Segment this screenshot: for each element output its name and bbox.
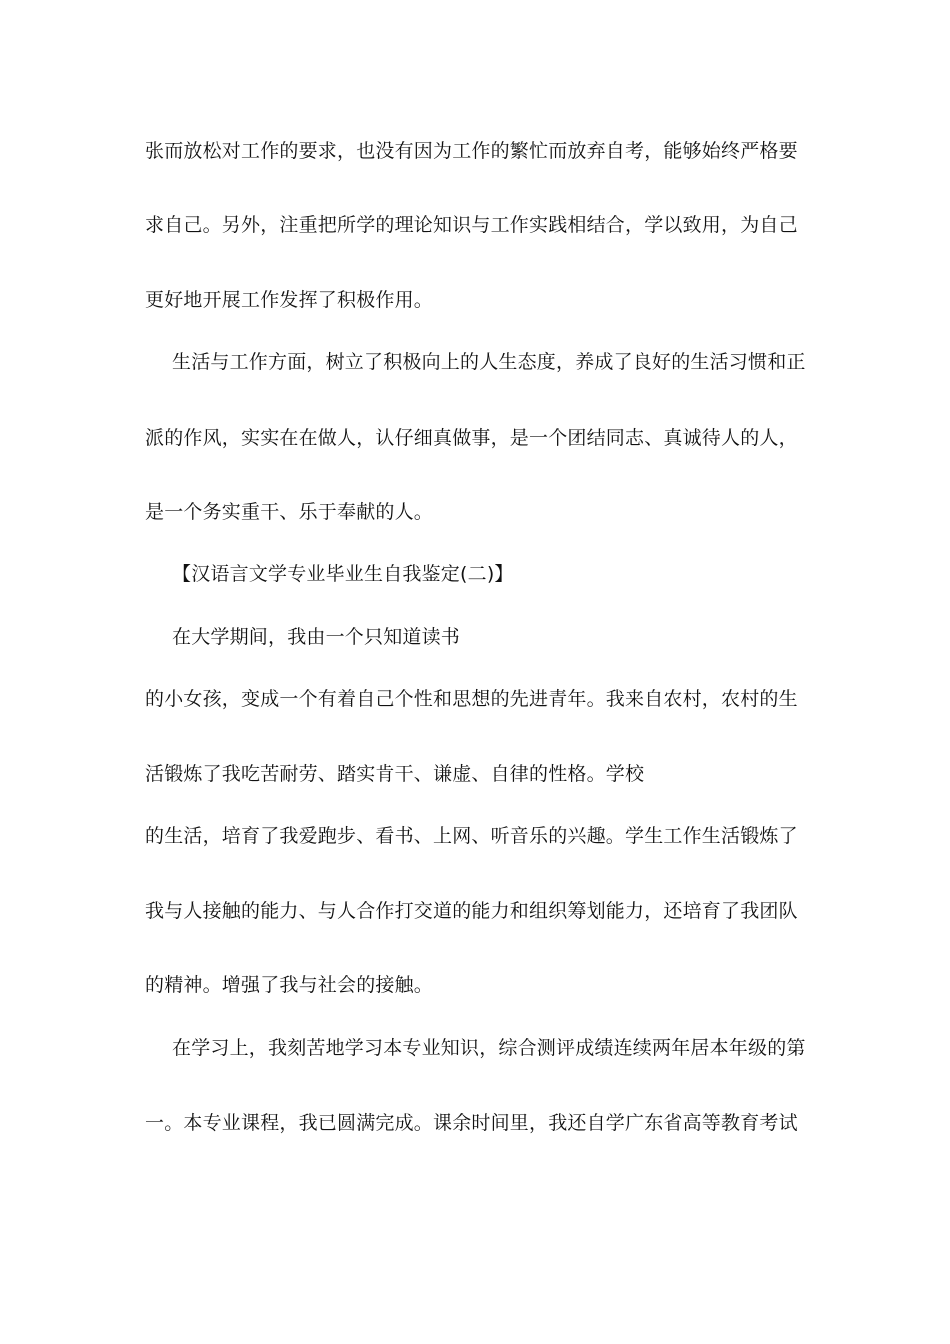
text-line: 的生活，培育了我爱跑步、看书、上网、听音乐的兴趣。学生工作生活锻炼了 — [145, 825, 798, 847]
text-line: 活锻炼了我吃苦耐劳、踏实肯干、谦虚、自律的性格。学校 — [145, 763, 645, 785]
text-line: 一。本专业课程，我已圆满完成。课余时间里，我还自学广东省高等教育考试 — [145, 1112, 798, 1134]
text-line: 张而放松对工作的要求，也没有因为工作的繁忙而放弃自考，能够始终严格要 — [145, 140, 798, 162]
text-line: 的小女孩，变成一个有着自己个性和思想的先进青年。我来自农村，农村的生 — [145, 688, 798, 710]
text-line: 在学习上，我刻苦地学习本专业知识，综合测评成绩连续两年居本年级的第 — [172, 1037, 806, 1059]
text-line: 更好地开展工作发挥了积极作用。 — [145, 289, 434, 311]
section-heading: 【汉语言文学专业毕业生自我鉴定(二)】 — [172, 563, 514, 585]
text-line: 求自己。另外，注重把所学的理论知识与工作实践相结合，学以致用，为自己 — [145, 214, 798, 236]
text-line: 派的作风，实实在在做人，认仔细真做事，是一个团结同志、真诚待人的人， — [145, 427, 798, 449]
text-line: 生活与工作方面，树立了积极向上的人生态度，养成了良好的生活习惯和正 — [172, 351, 806, 373]
text-line: 是一个务实重干、乐于奉献的人。 — [145, 501, 434, 523]
text-line: 在大学期间，我由一个只知道读书 — [172, 626, 461, 648]
text-line: 我与人接触的能力、与人合作打交道的能力和组织筹划能力，还培育了我团队 — [145, 900, 798, 922]
text-line: 的精神。增强了我与社会的接触。 — [145, 974, 434, 996]
